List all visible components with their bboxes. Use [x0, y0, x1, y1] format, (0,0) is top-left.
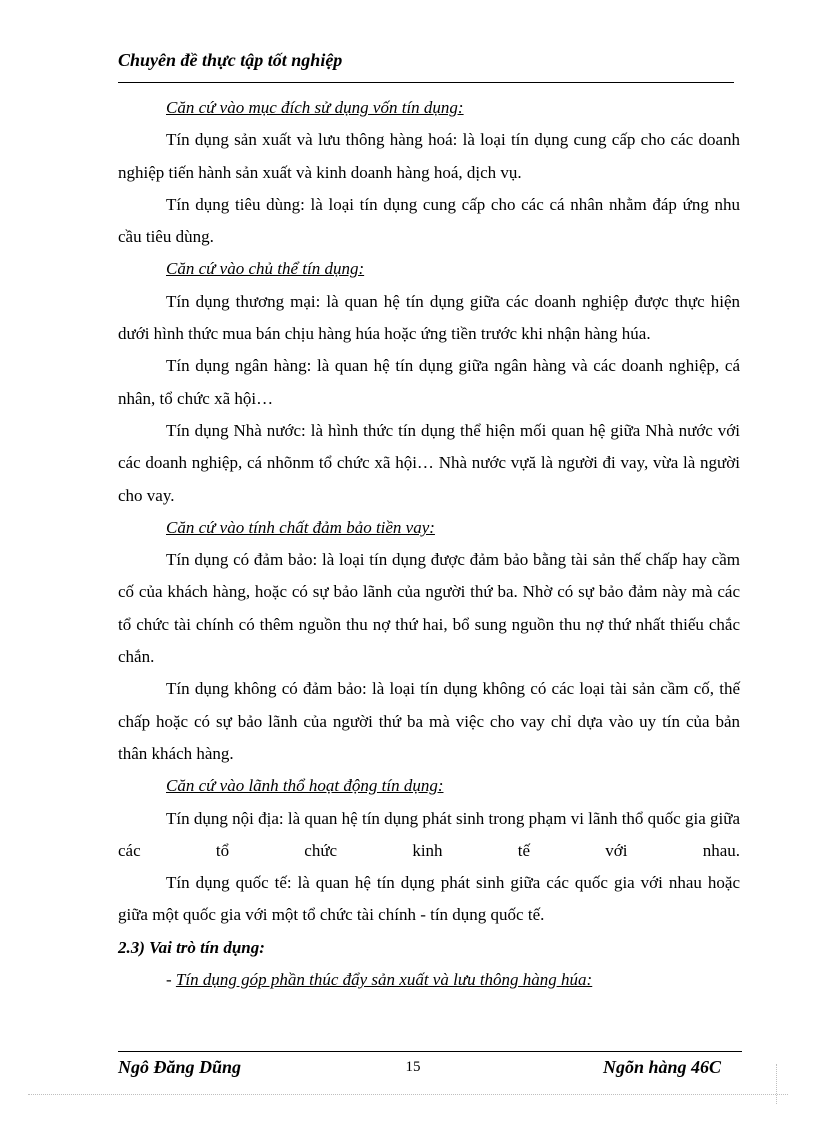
paragraph-production-credit: Tín dụng sản xuất và lưu thông hàng hoá: là loại tín dụng cung cấp cho các doanh nghiệp tiến hành sản xuất và kinh doanh hàng hoá, dịch vụ. — [118, 130, 740, 182]
footer-page-number: 15 — [405, 1059, 421, 1075]
section-heading-role-text: 2.3) Vai trò tín dụng: — [118, 937, 265, 957]
paragraph-commercial-credit: Tín dụng thương mại: là quan hệ tín dụng giữa các doanh nghiệp được thực hiện dưới hình thức mua bán chịu hàng húa hoặc ứng tiền trước khi nhận hàng húa. — [118, 291, 740, 344]
subheading-collateral — [118, 512, 740, 544]
subheading-purpose-text: Căn cứ vào mục đích sử dụng vốn tín dụng: — [166, 98, 464, 117]
footer-class-name: Ngõn hàng 46C — [602, 1057, 721, 1077]
bullet-role-1 — [118, 964, 740, 996]
page-bottom-dotted-edge — [28, 1094, 788, 1095]
header-divider — [118, 82, 734, 83]
subheading-subject — [118, 253, 740, 285]
subheading-subject-text: Căn cứ vào chủ thể tín dụng: — [166, 259, 365, 279]
subheading-purpose — [118, 92, 740, 124]
subheading-territory — [118, 770, 740, 802]
paragraph-international-credit: Tín dụng quốc tế: là quan hệ tín dụng phát sinh giữa các quốc gia với nhau hoặc giữa một quốc gia với một tổ chức tài chính - tín dụng quốc tế. — [118, 873, 740, 925]
bullet-role-1-text: Tín dụng góp phần thúc đẩy sản xuất và lưu thông hàng húa: — [175, 970, 593, 990]
page-header-title: Chuyên đề thực tập tốt nghiệp — [118, 50, 343, 70]
paragraph-consumer-credit: Tín dụng tiêu dùng: là loại tín dụng cung cấp cho các cá nhân nhằm đáp ứng nhu cầu tiêu dùng. — [118, 194, 740, 247]
paragraph-bank-credit: Tín dụng ngân hàng: là quan hệ tín dụng giữa ngân hàng và các doanh nghiệp, cá nhân, tổ chức xã hội… — [118, 356, 740, 408]
bullet-dash: - — [166, 970, 176, 990]
subheading-collateral-text: Căn cứ vào tính chất đảm bảo tiền vay: — [166, 517, 435, 537]
document-body — [118, 92, 740, 996]
paragraph-domestic-credit: Tín dụng nội địa: là quan hệ tín dụng phát sinh trong phạm vi lãnh thổ quốc gia giữa các tổ chức kinh tế với nhau. — [118, 808, 740, 860]
footer-divider — [118, 1051, 742, 1052]
paragraph-state-credit: Tín dụng Nhà nước: là hình thức tín dụng thể hiện mối quan hệ giữa Nhà nước với các doanh nghiệp, cá nhõnm tổ chức xã hội… Nhà nước vựă là người đi vay, vừa là người cho vay. — [118, 420, 740, 505]
paragraph-secured-credit: Tín dụng có đảm bảo: là loại tín dụng được đảm bảo bằng tài sản thế chấp hay cầm cố của khách hàng, hoặc có sự bảo lãnh của người thứ ba. Nhờ có sự bảo đảm này mà các tổ chức tài chính có thêm nguồn thu nợ thứ hai, bổ sung nguồn thu nợ thứ nhất thiếu chắc chắn. — [118, 550, 740, 667]
paragraph-unsecured-credit: Tín dụng không có đảm bảo: là loại tín dụng không có các loại tài sản cầm cố, thế chấp hoặc có sự bảo lãnh của người thứ ba mà việc cho vay chỉ dựa vào uy tín của bản thân khách hàng. — [118, 679, 740, 763]
section-heading-role — [118, 932, 740, 964]
footer-author: Ngô Đăng Dũng — [118, 1057, 242, 1077]
page-right-dotted-edge — [776, 1064, 777, 1104]
subheading-territory-text: Căn cứ vào lãnh thổ hoạt động tín dụng: — [166, 776, 444, 796]
